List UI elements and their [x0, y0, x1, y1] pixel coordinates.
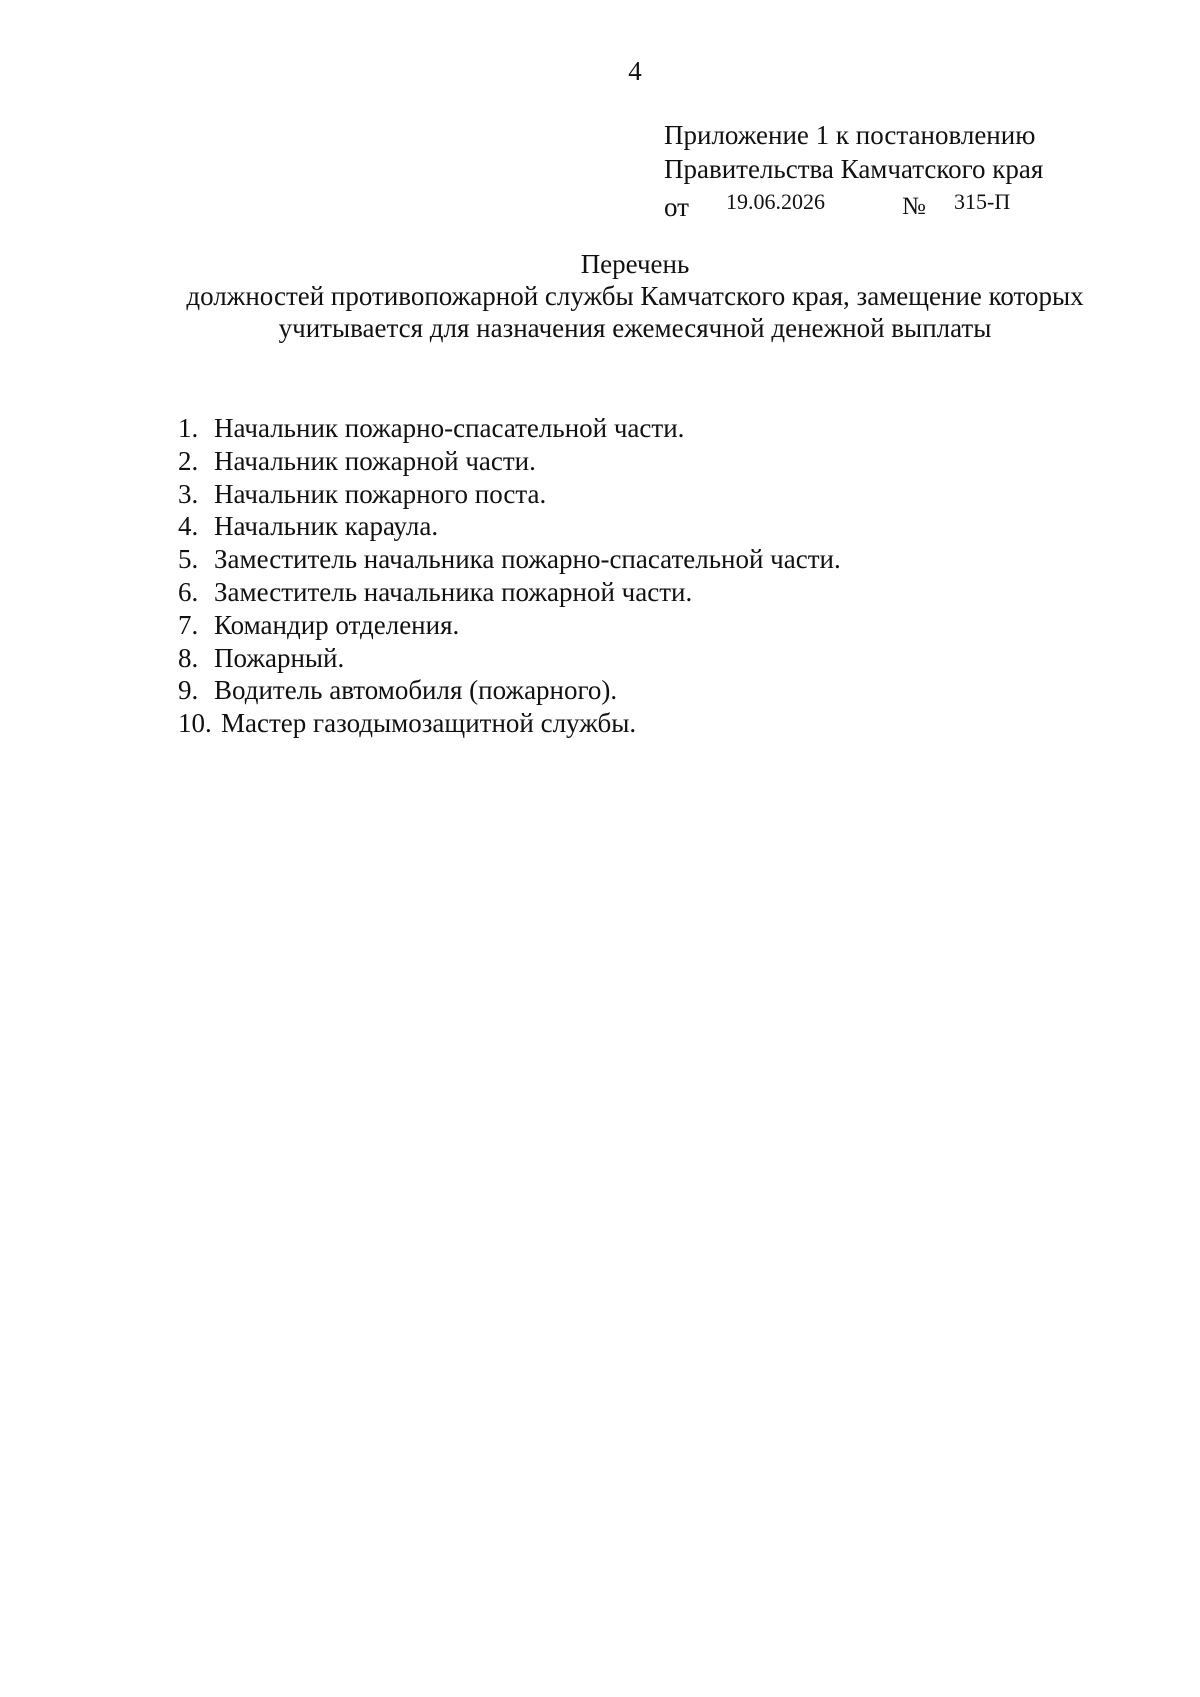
- resolution-date: 19.06.2026: [726, 189, 825, 214]
- item-text: Начальник пожарной части.: [214, 445, 536, 476]
- item-text: Пожарный.: [214, 642, 345, 673]
- annex-line-1: Приложение 1 к постановлению: [664, 120, 1036, 150]
- annex-block: [664, 118, 1043, 222]
- item-number: 5.: [178, 544, 199, 575]
- list-item: [178, 609, 841, 642]
- item-number: 8.: [178, 642, 199, 673]
- item-text: Мастер газодымозащитной службы.: [221, 708, 637, 739]
- list-item: [178, 642, 841, 675]
- page-number: 4: [628, 56, 642, 86]
- item-number: 9.: [178, 675, 199, 706]
- list-item: [178, 543, 841, 576]
- list-item: [178, 445, 841, 478]
- item-number: 3.: [178, 478, 199, 509]
- item-text: Водитель автомобиля (пожарного).: [214, 675, 618, 706]
- number-sign: №: [902, 193, 926, 220]
- resolution-number: 315-П: [954, 189, 1011, 214]
- item-text: Командир отделения.: [214, 609, 460, 640]
- item-number: 2.: [178, 445, 199, 476]
- item-text: Начальник караула.: [214, 511, 439, 542]
- item-text: Начальник пожарного поста.: [214, 478, 547, 509]
- item-number: 6.: [178, 576, 199, 607]
- item-number: 7.: [178, 609, 199, 640]
- document-subtitle-line-2: учитывается для назначения ежемесячной денежной выплаты: [278, 313, 992, 343]
- positions-list: [178, 412, 841, 740]
- document-subtitle-line-1: должностей противопожарной службы Камчатского края, замещение которых: [186, 281, 1084, 311]
- item-text: Заместитель начальника пожарно-спасательной части.: [214, 544, 841, 575]
- item-number: 4.: [178, 511, 199, 542]
- list-item: [178, 478, 841, 511]
- item-text: Начальник пожарно-спасательной части.: [214, 413, 685, 443]
- list-item: [178, 674, 841, 707]
- item-number: 10.: [178, 708, 212, 739]
- item-text: Заместитель начальника пожарной части.: [214, 576, 693, 607]
- document-title: Перечень: [580, 249, 690, 279]
- list-item: [178, 576, 841, 609]
- document-heading: [0, 248, 1200, 344]
- annex-line-2: Правительства Камчатского края: [664, 154, 1044, 184]
- item-number: 1.: [178, 413, 199, 443]
- list-item: [178, 412, 841, 445]
- from-label: от: [664, 192, 689, 222]
- annex-date-line: [664, 186, 1043, 222]
- list-item: [178, 510, 841, 543]
- list-item: [178, 707, 841, 740]
